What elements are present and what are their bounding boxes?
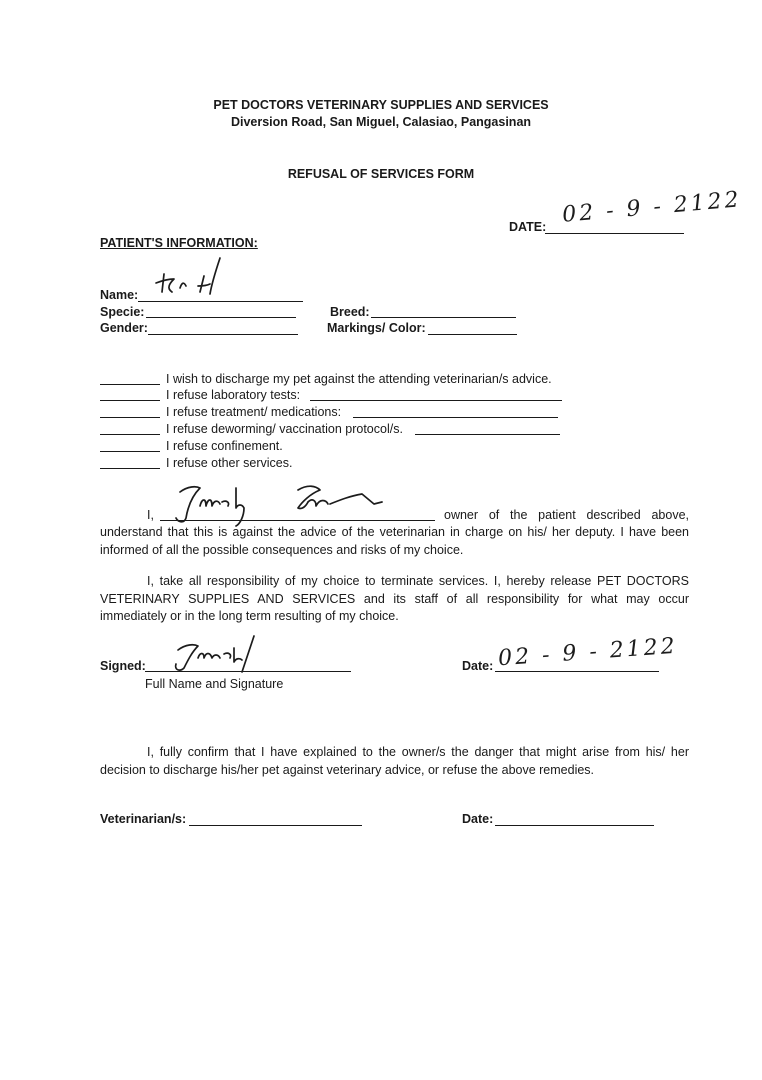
patient-section-title: PATIENT'S INFORMATION: [100, 236, 258, 250]
statement1-prefix: I, [147, 508, 154, 522]
signed-date-field[interactable] [495, 671, 659, 672]
markings-label: Markings/ Color: [327, 321, 426, 335]
date-top-line[interactable] [545, 233, 684, 234]
vet-date-field[interactable] [495, 825, 654, 826]
checklist-text: I refuse laboratory tests: [166, 388, 301, 402]
checklist-blank[interactable] [100, 417, 160, 418]
checklist-blank[interactable] [100, 434, 160, 435]
statement3-text: I, fully confirm that I have explained to the owner/s the danger that might arise from his/ her decision to discharge his/her pet against veterinary advice, or refuse the above remedies. [100, 745, 689, 777]
breed-label: Breed: [330, 305, 370, 319]
checklist-blank[interactable] [100, 468, 160, 469]
company-name: PET DOCTORS VETERINARY SUPPLIES AND SERVICES [213, 98, 549, 112]
signature-sub-label: Full Name and Signature [145, 677, 284, 691]
deworming-field[interactable] [415, 434, 560, 435]
statement2-text: I, take all responsibility of my choice to terminate services. I, hereby release PET DOCTORS VETERINARY SUPPLIES AND SERVICES and its staff of all responsibility for what may occur immediately or in the long term resulting of my choice. [100, 574, 689, 623]
veterinarian-label: Veterinarian/s: [100, 812, 187, 826]
checklist-blank[interactable] [100, 400, 160, 401]
checklist-item[interactable] [100, 456, 400, 473]
markings-field[interactable] [428, 334, 517, 335]
medications-field[interactable] [353, 417, 558, 418]
checklist-item[interactable] [100, 439, 400, 456]
checklist-text: I refuse treatment/ medications: [166, 405, 342, 419]
signed-date-handwritten: 02 - 9 - 2122 [497, 633, 679, 672]
owner-signature [170, 632, 270, 677]
checklist-item[interactable] [100, 372, 580, 389]
patient-name-handwriting [150, 252, 230, 302]
statement1-text: understand that this is against the advice of the veterinarian in charge on his/ her deputy. I have been informed of all the possible consequences and risks of my choice. [100, 525, 689, 557]
specie-field[interactable] [146, 317, 296, 318]
checklist-blank[interactable] [100, 451, 160, 452]
form-title: REFUSAL OF SERVICES FORM [287, 167, 475, 181]
company-address: Diversion Road, San Miguel, Calasiao, Pangasinan [230, 115, 532, 129]
vet-date-label: Date: [462, 812, 494, 826]
checklist-text: I refuse deworming/ vaccination protocol/s. [166, 422, 403, 436]
checklist-text: I refuse confinement. [166, 439, 283, 453]
date-top-label: DATE: [509, 220, 547, 234]
checklist-text: I wish to discharge my pet against the attending veterinarian/s advice. [166, 372, 552, 386]
veterinarian-field[interactable] [189, 825, 362, 826]
specie-label: Specie: [100, 305, 145, 319]
date-top-handwritten: 02 - 9 - 2122 [561, 187, 743, 228]
signed-label: Signed: [100, 659, 146, 673]
breed-field[interactable] [371, 317, 516, 318]
gender-field[interactable] [148, 334, 298, 335]
checklist-item[interactable] [100, 405, 580, 422]
gender-label: Gender: [100, 321, 148, 335]
lab-tests-field[interactable] [310, 400, 562, 401]
name-label: Name: [100, 288, 139, 302]
statement1-after-blank: owner of the patient described above, [444, 508, 689, 522]
checklist-item[interactable] [100, 388, 580, 405]
checklist-blank[interactable] [100, 384, 160, 385]
owner-name-handwriting [170, 478, 400, 528]
checklist-item[interactable] [100, 422, 580, 439]
signed-date-label: Date: [462, 659, 494, 673]
checklist-text: I refuse other services. [166, 456, 293, 470]
